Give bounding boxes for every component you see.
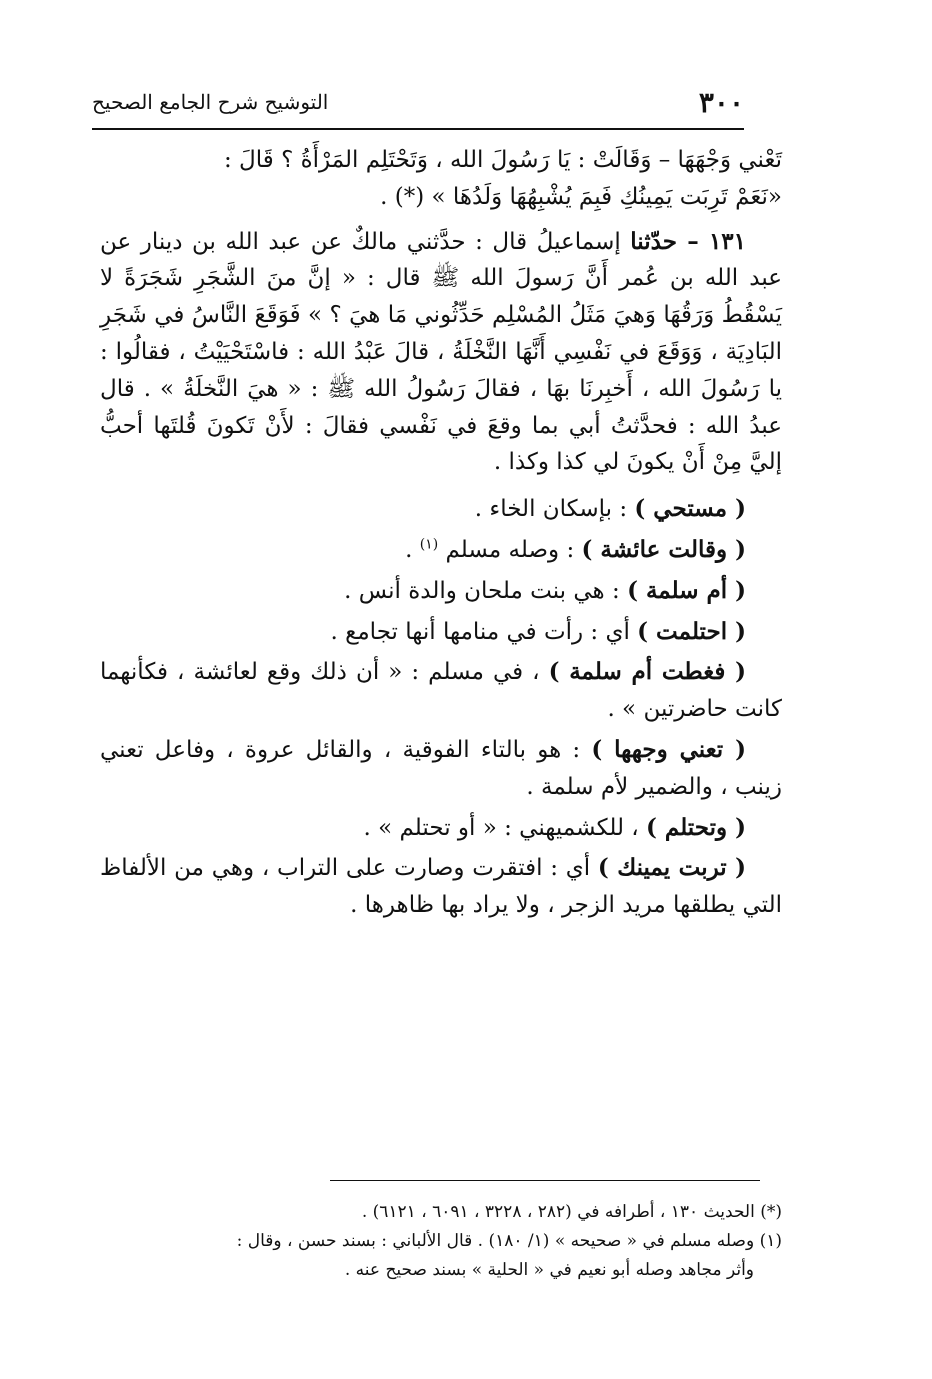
footnote-1: (١) وصله مسلم في « صحيحه » (١/ ١٨٠) . قال الألباني : بسند حسن ، وقال :: [236, 1230, 782, 1251]
main-text: [100, 142, 782, 928]
footnote-ref: (١): [419, 536, 439, 553]
note-text: : هو بالتاء الفوقية ، والقائل عروة ، وفاعل تعني زينب ، والضمير لأم سلمة .: [100, 736, 782, 800]
footnote-separator: [330, 1180, 760, 1181]
note-text: ، في مسلم : « أن ذلك وقع لعائشة ، فكأنهما كانت حاضرتين » .: [100, 659, 782, 723]
commentary-note: [100, 532, 782, 569]
note-text: : هي بنت ملحان والدة أنس .: [344, 577, 628, 604]
note-text: أي : افتقرت وصارت على التراب ، وهي من الألفاظ التي يطلقها مريد الزجر ، ولا يراد بها ظاهرها .: [100, 855, 782, 919]
page-header: [92, 78, 744, 130]
hadith-paragraph: [100, 224, 782, 482]
note-term: ( أم سلمة ): [627, 576, 746, 604]
note-term: ( وقالت عائشة ): [581, 535, 746, 563]
note-text: : وصله مسلم: [438, 536, 582, 563]
page-number: ٣٠٠: [698, 86, 744, 119]
footnotes: [100, 1198, 782, 1285]
commentary-note: [100, 850, 782, 924]
continuation-line: «نَعَمْ تَرِبَت يَمِينُكِ فَبِمَ يُشْبِهُهَا وَلَدُهَا » (*) .: [380, 183, 782, 210]
hadith-number: ١٣١ – حدّثنا: [630, 227, 747, 255]
note-term: ( احتلمت ): [637, 617, 746, 645]
continuation-line: تَعْني وَجْهَهَا – وَقَالَتْ : يَا رَسُولَ الله ، وَتَحْتَلِم المَرْأَةُ ؟ قَالَ :: [224, 147, 782, 173]
note-term: ( تعني وجهها ): [591, 735, 746, 763]
note-tail: .: [405, 536, 420, 563]
footnote-star: (*) الحديث ١٣٠ ، أطرافه في (٢٨٢ ، ٣٢٢٨ ، ٦٠٩١ ، ٦١٢١) .: [361, 1202, 782, 1222]
note-term: ( فغطت أم سلمة ): [548, 658, 746, 686]
commentary-note: [100, 573, 782, 610]
note-text: ، للكشميهني : « أو تحتلم » .: [363, 814, 646, 841]
note-text: أي : رأت في منامها أنها تجامع .: [330, 618, 638, 645]
commentary-note: [100, 654, 782, 728]
commentary-note: [100, 810, 782, 847]
note-term: ( مستحي ): [634, 495, 746, 523]
note-term: ( وتحتلم ): [646, 813, 746, 841]
running-title: التوشيح شرح الجامع الصحيح: [92, 90, 329, 114]
footnote-1-cont: وأثر مجاهد وصله أبو نعيم في « الحلية » بسند صحيح عنه .: [344, 1259, 754, 1280]
hadith-text: إسماعيلُ قال : حدَّثني مالكٌ عن عبد الله بن دينار عن عبد الله بن عُمر أَنَّ رَسولَ الله ﷺ قال : « إنَّ منَ الشَّجَرِ شَجَرَةً لا يَسْقُطُ وَرَقُهَا وَهيَ مَثَلُ المُسْلِم حَدِّثُوني مَا هيَ ؟ » فَوَقَعَ النَّاسُ في شَجَرِ البَادِيَة ، وَوَقَعَ في نَفْسِي أَنَّهَا النَّخْلَةُ ، قالَ عَبْدُ الله : فاسْتَحْيَيْتُ ، فقالُوا : يا رَسُولَ الله ، أَخبِرنَا بهَا ، فقالَ رَسُولُ الله ﷺ : « هيَ النَّخلَةُ » . قال عبدُ الله : فحدَّثتُ أبي بما وقعَ في نَفْسي فقالَ : لأَنْ تَكونَ قُلتَها أحبُّ إليَّ مِنْ أَنْ يكونَ لي كذا وكذا .: [100, 228, 782, 476]
note-term: ( تربت يمينك ): [597, 854, 747, 882]
note-text: : بإسكان الخاء .: [474, 496, 635, 523]
commentary-note: [100, 732, 782, 806]
commentary-note: [100, 491, 782, 528]
commentary-note: [100, 614, 782, 651]
